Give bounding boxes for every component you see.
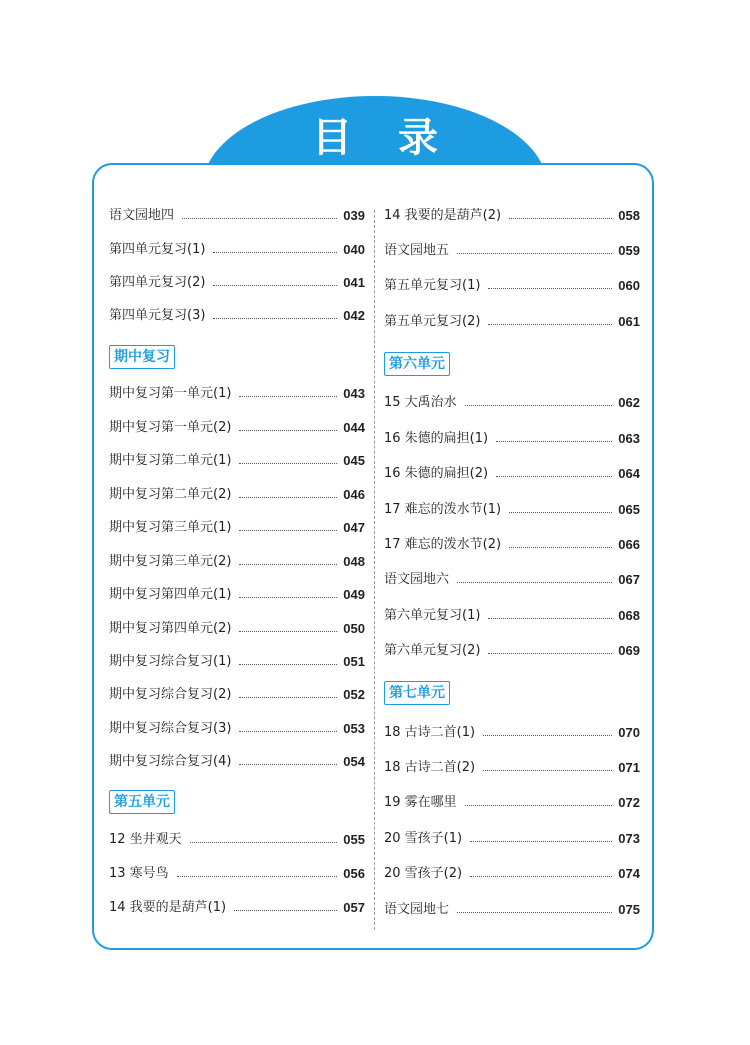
section-unit6: 第六单元 — [384, 352, 450, 376]
toc-entry-page: 051 — [343, 654, 365, 669]
dot-leader — [239, 463, 337, 464]
toc-entry[interactable] — [109, 206, 365, 226]
toc-entry-label: 期中复习第四单元(2) — [109, 621, 232, 636]
toc-entry-page: 044 — [343, 420, 365, 435]
toc-entry[interactable] — [109, 830, 365, 850]
dot-leader — [488, 288, 612, 289]
toc-entry-label: 语文园地四 — [109, 208, 175, 223]
toc-entry[interactable] — [384, 864, 640, 884]
toc-entry-page: 059 — [618, 243, 640, 258]
toc-entry-page: 045 — [343, 453, 365, 468]
toc-entry[interactable] — [109, 864, 365, 884]
toc-entry-page: 056 — [343, 866, 365, 881]
toc-entry-page: 052 — [343, 687, 365, 702]
toc-entry-page: 048 — [343, 554, 365, 569]
toc-entry-label: 期中复习综合复习(4) — [109, 754, 232, 769]
dot-leader — [496, 476, 612, 477]
toc-entry-label: 期中复习第一单元(1) — [109, 386, 232, 401]
toc-entry-page: 057 — [343, 900, 365, 915]
toc-entry[interactable] — [384, 206, 640, 226]
dot-leader — [239, 664, 337, 665]
toc-entry[interactable] — [109, 619, 365, 639]
toc-entry[interactable] — [384, 312, 640, 332]
dot-leader — [239, 530, 337, 531]
toc-entry[interactable] — [109, 418, 365, 438]
toc-entry[interactable] — [384, 723, 640, 743]
dot-leader — [234, 910, 337, 911]
toc-entry[interactable] — [109, 719, 365, 739]
toc-entry[interactable] — [109, 898, 365, 918]
toc-entry-label: 第四单元复习(2) — [109, 275, 206, 290]
toc-entry-label: 期中复习第一单元(2) — [109, 420, 232, 435]
toc-entry-label: 期中复习第三单元(2) — [109, 554, 232, 569]
toc-entry-label: 20 雪孩子(2) — [384, 866, 463, 881]
toc-entry-page: 039 — [343, 208, 365, 223]
toc-entry[interactable] — [384, 464, 640, 484]
dot-leader — [470, 841, 612, 842]
toc-entry[interactable] — [384, 793, 640, 813]
toc-entry-page: 046 — [343, 487, 365, 502]
toc-entry-label: 18 古诗二首(2) — [384, 760, 476, 775]
dot-leader — [509, 547, 612, 548]
dot-leader — [239, 497, 337, 498]
toc-entry[interactable] — [384, 570, 640, 590]
dot-leader — [213, 252, 337, 253]
toc-entry-label: 16 朱德的扁担(1) — [384, 431, 489, 446]
toc-entry-page: 047 — [343, 520, 365, 535]
toc-entry-label: 期中复习第四单元(1) — [109, 587, 232, 602]
toc-entry[interactable] — [109, 685, 365, 705]
toc-entry-label: 19 雾在哪里 — [384, 795, 457, 810]
dot-leader — [239, 396, 337, 397]
toc-entry-label: 期中复习综合复习(1) — [109, 654, 232, 669]
toc-entry-page: 070 — [618, 725, 640, 740]
toc-entry-label: 第五单元复习(2) — [384, 314, 481, 329]
toc-entry-label: 20 雪孩子(1) — [384, 831, 463, 846]
dot-leader — [239, 764, 337, 765]
column-divider — [374, 210, 375, 930]
toc-entry-page: 041 — [343, 275, 365, 290]
dot-leader — [239, 597, 337, 598]
toc-entry[interactable] — [109, 240, 365, 260]
toc-entry[interactable] — [109, 485, 365, 505]
toc-entry-page: 062 — [618, 395, 640, 410]
toc-entry[interactable] — [384, 606, 640, 626]
toc-entry-label: 期中复习第二单元(1) — [109, 453, 232, 468]
toc-entry-page: 058 — [618, 208, 640, 223]
dot-leader — [457, 253, 612, 254]
toc-entry-page: 065 — [618, 502, 640, 517]
toc-entry-page: 064 — [618, 466, 640, 481]
dot-leader — [488, 618, 612, 619]
toc-entry-label: 16 朱德的扁担(2) — [384, 466, 489, 481]
dot-leader — [213, 285, 337, 286]
dot-leader — [496, 441, 612, 442]
toc-entry-page: 071 — [618, 760, 640, 775]
toc-entry-label: 语文园地七 — [384, 902, 450, 917]
toc-entry[interactable] — [384, 500, 640, 520]
toc-entry-page: 050 — [343, 621, 365, 636]
toc-entry-page: 073 — [618, 831, 640, 846]
toc-entry[interactable] — [384, 276, 640, 296]
dot-leader — [488, 324, 612, 325]
toc-entry[interactable] — [384, 900, 640, 920]
toc-entry[interactable] — [384, 393, 640, 413]
toc-entry-page: 060 — [618, 278, 640, 293]
toc-entry-label: 17 难忘的泼水节(2) — [384, 537, 502, 552]
toc-entry-label: 12 坐井观天 — [109, 832, 182, 847]
toc-entry[interactable] — [384, 829, 640, 849]
dot-leader — [457, 912, 612, 913]
toc-entry-page: 063 — [618, 431, 640, 446]
dot-leader — [465, 405, 613, 406]
toc-entry[interactable] — [109, 306, 365, 326]
toc-entry[interactable] — [109, 652, 365, 672]
dot-leader — [457, 582, 612, 583]
dot-leader — [509, 512, 612, 513]
section-unit5: 第五单元 — [109, 790, 175, 814]
toc-entry-page: 042 — [343, 308, 365, 323]
dot-leader — [483, 770, 612, 771]
toc-entry[interactable] — [384, 758, 640, 778]
toc-entry[interactable] — [109, 752, 365, 772]
dot-leader — [239, 731, 337, 732]
toc-entry-page: 055 — [343, 832, 365, 847]
toc-entry[interactable] — [384, 429, 640, 449]
toc-entry-page: 043 — [343, 386, 365, 401]
toc-entry-label: 语文园地六 — [384, 572, 450, 587]
toc-entry-label: 第四单元复习(1) — [109, 242, 206, 257]
toc-entry-page: 054 — [343, 754, 365, 769]
toc-entry-label: 第六单元复习(2) — [384, 643, 481, 658]
toc-entry-label: 13 寒号鸟 — [109, 866, 169, 881]
dot-leader — [488, 653, 612, 654]
dot-leader — [465, 805, 613, 806]
toc-entry-label: 18 古诗二首(1) — [384, 725, 476, 740]
toc-entry-label: 14 我要的是葫芦(2) — [384, 208, 502, 223]
dot-leader — [239, 564, 337, 565]
toc-entry-page: 067 — [618, 572, 640, 587]
toc-entry-page: 061 — [618, 314, 640, 329]
toc-entry-page: 066 — [618, 537, 640, 552]
dot-leader — [239, 697, 337, 698]
toc-entry[interactable] — [109, 552, 365, 572]
toc-entry-label: 期中复习综合复习(3) — [109, 721, 232, 736]
toc-entry[interactable] — [109, 273, 365, 293]
page-title: 目 录 — [312, 115, 454, 161]
toc-entry-page: 049 — [343, 587, 365, 602]
toc-entry[interactable] — [109, 518, 365, 538]
toc-entry[interactable] — [384, 535, 640, 555]
toc-entry-label: 语文园地五 — [384, 243, 450, 258]
toc-entry[interactable] — [109, 384, 365, 404]
section-unit7: 第七单元 — [384, 681, 450, 705]
toc-entry[interactable] — [109, 585, 365, 605]
dot-leader — [182, 218, 337, 219]
toc-entry-label: 14 我要的是葫芦(1) — [109, 900, 227, 915]
toc-entry-page: 068 — [618, 608, 640, 623]
toc-entry-label: 期中复习第二单元(2) — [109, 487, 232, 502]
dot-leader — [239, 631, 337, 632]
toc-entry-label: 期中复习综合复习(2) — [109, 687, 232, 702]
toc-entry-page: 069 — [618, 643, 640, 658]
toc-entry-label: 第五单元复习(1) — [384, 278, 481, 293]
toc-entry[interactable] — [384, 241, 640, 261]
toc-entry[interactable] — [384, 641, 640, 661]
dot-leader — [483, 735, 612, 736]
dot-leader — [239, 430, 337, 431]
section-midterm: 期中复习 — [109, 345, 175, 369]
toc-entry-label: 第六单元复习(1) — [384, 608, 481, 623]
toc-entry-label: 15 大禹治水 — [384, 395, 457, 410]
toc-entry-page: 072 — [618, 795, 640, 810]
toc-entry-page: 075 — [618, 902, 640, 917]
dot-leader — [213, 318, 337, 319]
dot-leader — [190, 842, 338, 843]
toc-entry-label: 17 难忘的泼水节(1) — [384, 502, 502, 517]
toc-entry-label: 第四单元复习(3) — [109, 308, 206, 323]
dot-leader — [177, 876, 338, 877]
toc-entry[interactable] — [109, 451, 365, 471]
toc-entry-label: 期中复习第三单元(1) — [109, 520, 232, 535]
dot-leader — [470, 876, 612, 877]
dot-leader — [509, 218, 612, 219]
toc-entry-page: 053 — [343, 721, 365, 736]
toc-entry-page: 040 — [343, 242, 365, 257]
toc-entry-page: 074 — [618, 866, 640, 881]
